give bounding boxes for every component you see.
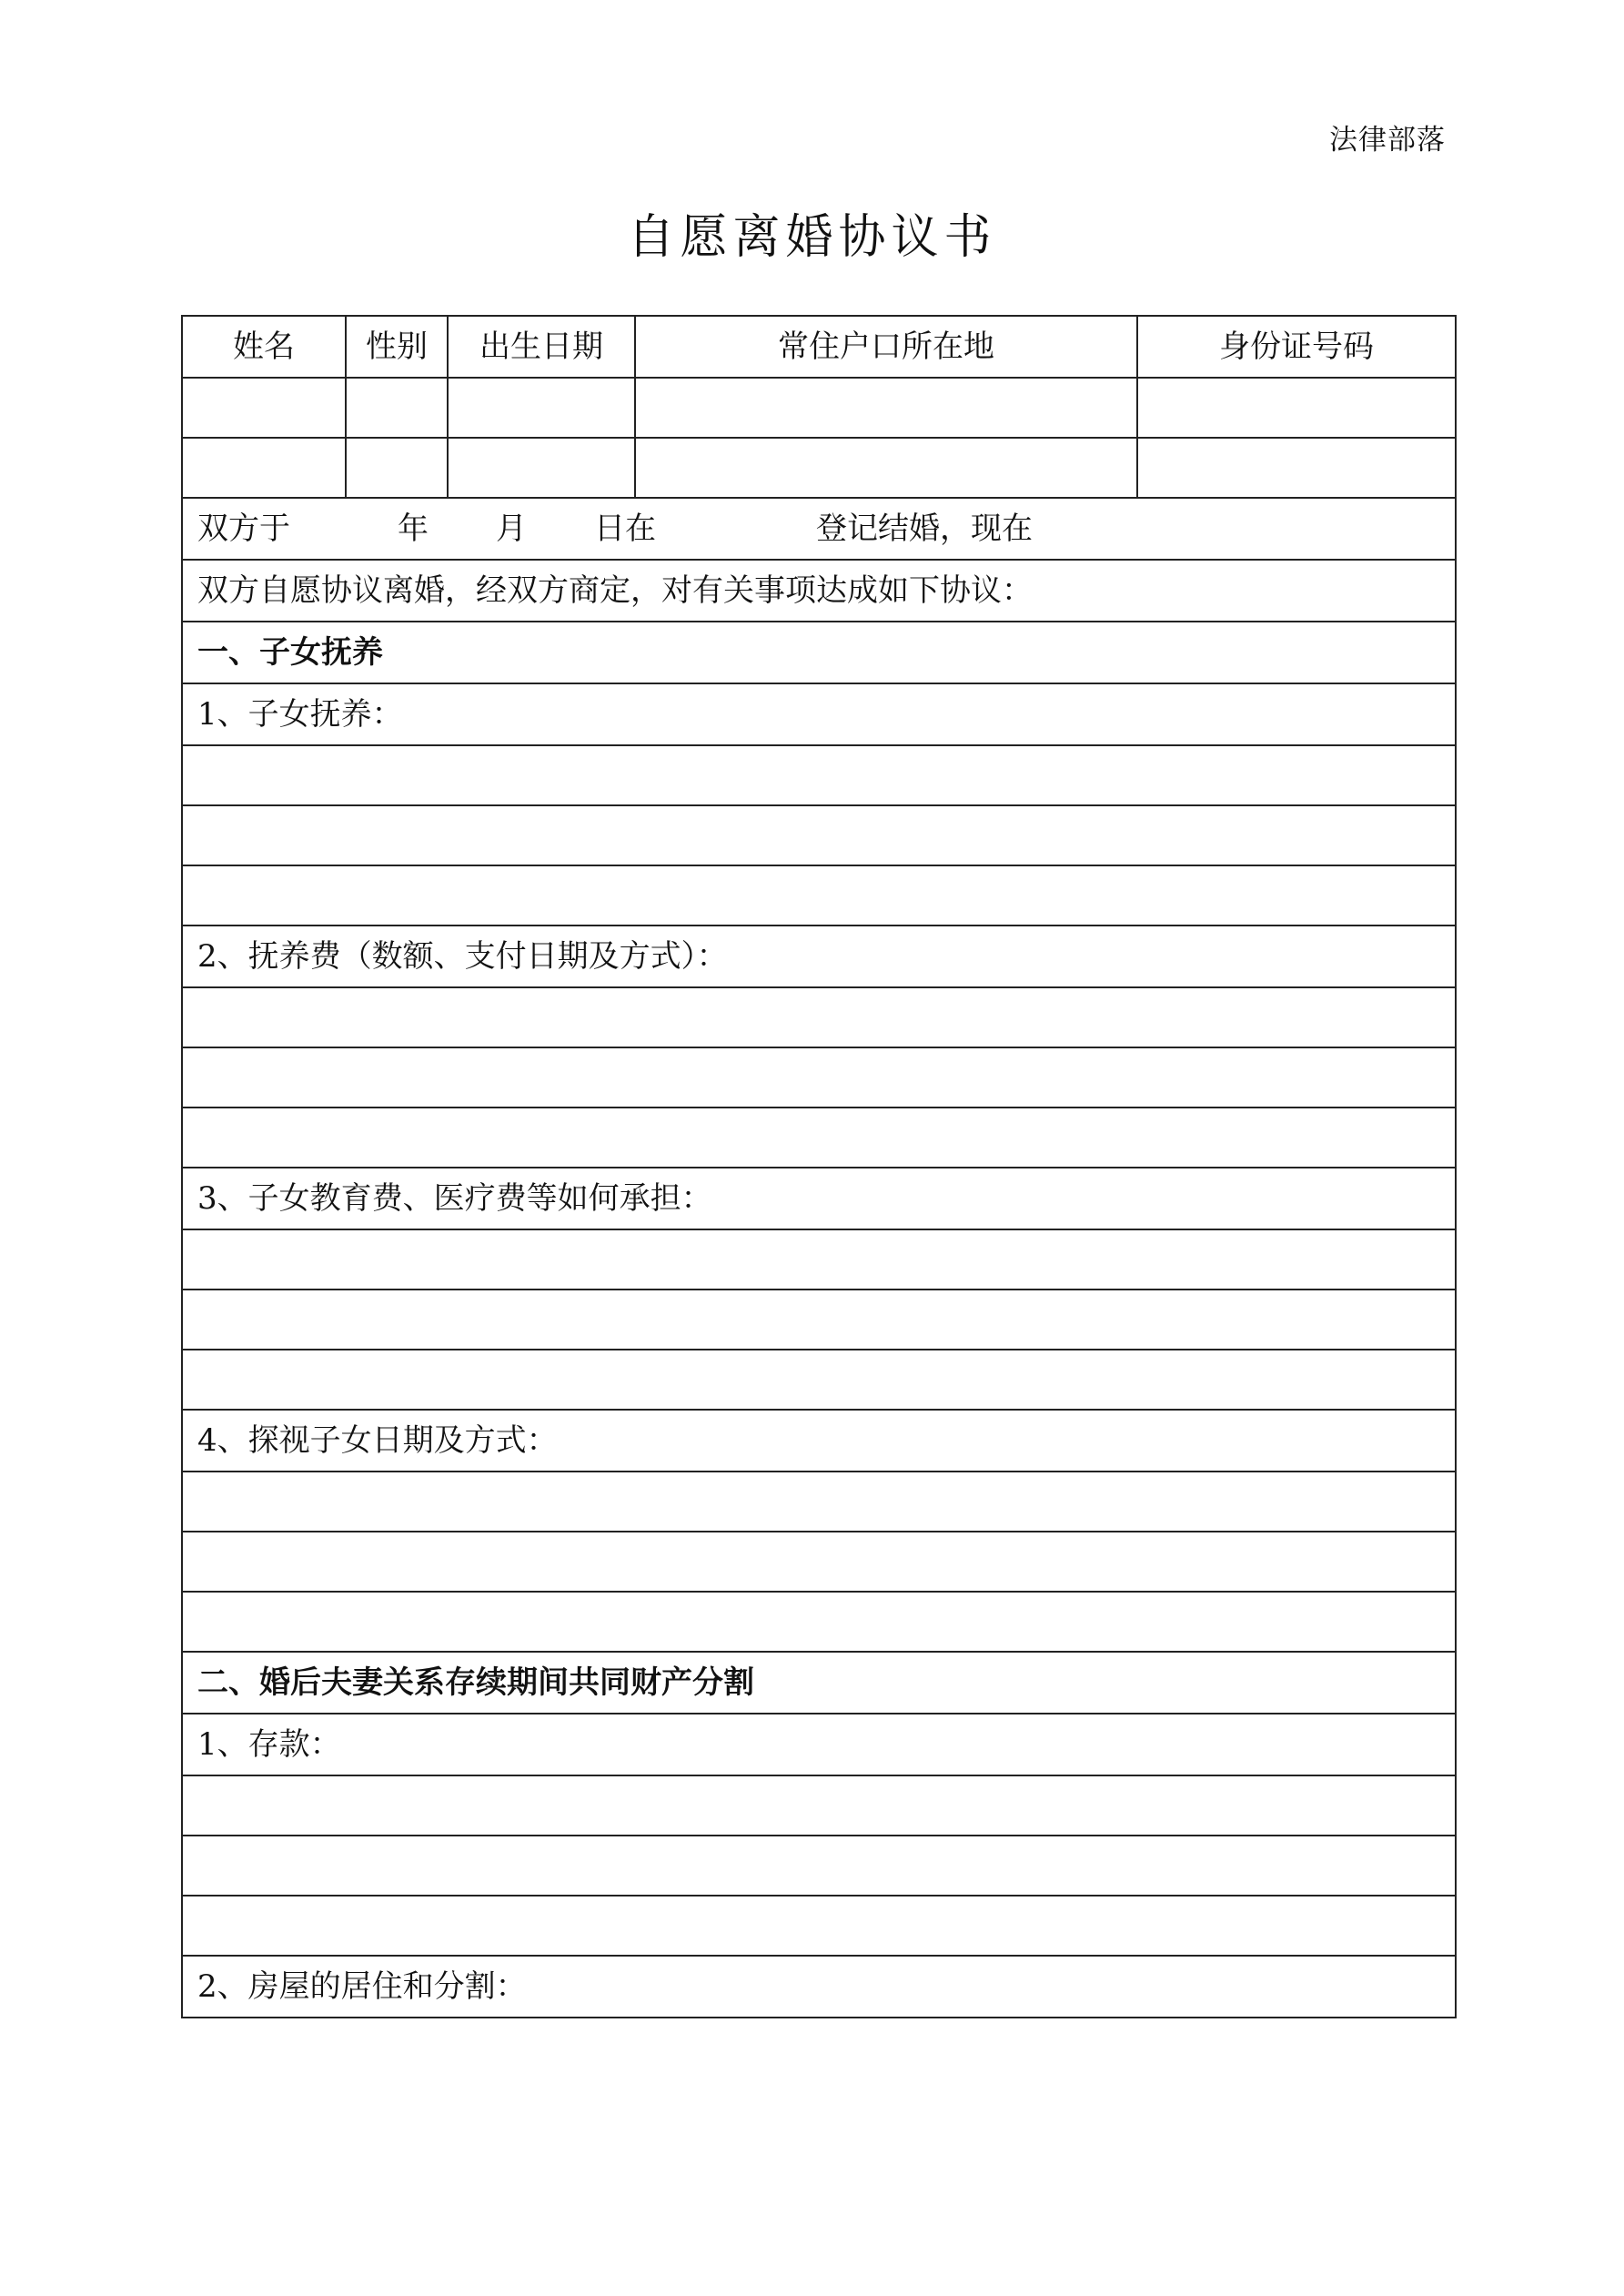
page-source-label: 法律部落 xyxy=(1329,124,1446,157)
s1-item4-blank-line[interactable] xyxy=(182,1592,1456,1652)
marriage-line-day: 日在 xyxy=(594,511,656,547)
agreement-statement: 双方自愿协议离婚，经双方商定，对有关事项达成如下协议： xyxy=(182,560,1456,622)
section2-title-row xyxy=(182,1652,1456,1714)
marriage-line-text-5: 登记结婚，现在 xyxy=(816,511,1033,547)
s1-item2-blank-line[interactable] xyxy=(182,1047,1456,1108)
s2-item1-row xyxy=(182,1714,1456,1775)
party1-birth-date-field[interactable] xyxy=(448,378,635,438)
s2-item2-row xyxy=(182,1956,1456,2018)
party1-id-number-field[interactable] xyxy=(1137,378,1456,438)
marriage-registration-line[interactable] xyxy=(182,498,1456,560)
section1-title-row xyxy=(182,622,1456,683)
s1-item2-blank-line[interactable] xyxy=(182,987,1456,1047)
agreement-form-table xyxy=(181,315,1457,2018)
party2-id-number-field[interactable] xyxy=(1137,438,1456,498)
s1-item4-blank-line[interactable] xyxy=(182,1472,1456,1532)
party-row-2 xyxy=(182,438,1456,498)
party1-household-location-field[interactable] xyxy=(635,378,1137,438)
marriage-line-month: 月 xyxy=(496,511,527,547)
header-household-location: 常住户口所在地 xyxy=(635,316,1137,378)
s1-item1-blank-line[interactable] xyxy=(182,745,1456,805)
s1-item2-blank-line[interactable] xyxy=(182,1108,1456,1168)
s1-item3-blank-line[interactable] xyxy=(182,1229,1456,1290)
s2-item1-blank-line[interactable] xyxy=(182,1836,1456,1896)
s1-item1-blank-line[interactable] xyxy=(182,805,1456,865)
s1-item1-row xyxy=(182,683,1456,745)
s1-item2-label: 2、抚养费（数额、支付日期及方式）： xyxy=(182,925,1456,987)
party1-name-field[interactable] xyxy=(182,378,346,438)
party2-gender-field[interactable] xyxy=(346,438,448,498)
party-row-1 xyxy=(182,378,1456,438)
header-gender: 性别 xyxy=(346,316,448,378)
section2-title: 二、婚后夫妻关系存续期间共同财产分割 xyxy=(182,1652,1456,1714)
marriage-line-year: 年 xyxy=(398,511,429,547)
party1-gender-field[interactable] xyxy=(346,378,448,438)
s1-item3-label: 3、子女教育费、医疗费等如何承担： xyxy=(182,1168,1456,1229)
header-row xyxy=(182,316,1456,378)
s2-item1-blank-line[interactable] xyxy=(182,1775,1456,1836)
party2-birth-date-field[interactable] xyxy=(448,438,635,498)
document-title: 自愿离婚协议书 xyxy=(627,210,997,265)
s1-item2-row xyxy=(182,925,1456,987)
marriage-line-text-1: 双方于 xyxy=(197,511,290,547)
marriage-registration-row xyxy=(182,498,1456,560)
s1-item3-blank-line[interactable] xyxy=(182,1350,1456,1410)
agreement-statement-row xyxy=(182,560,1456,622)
s1-item4-label: 4、探视子女日期及方式： xyxy=(182,1410,1456,1472)
header-id-number: 身份证号码 xyxy=(1137,316,1456,378)
s1-item3-blank-line[interactable] xyxy=(182,1290,1456,1350)
s2-item2-label: 2、房屋的居住和分割： xyxy=(182,1956,1456,2018)
header-name: 姓名 xyxy=(182,316,346,378)
header-birth-date: 出生日期 xyxy=(448,316,635,378)
s2-item1-label: 1、存款： xyxy=(182,1714,1456,1775)
s1-item3-row xyxy=(182,1168,1456,1229)
s2-item1-blank-line[interactable] xyxy=(182,1896,1456,1956)
s1-item4-blank-line[interactable] xyxy=(182,1532,1456,1592)
s1-item1-label: 1、子女抚养： xyxy=(182,683,1456,745)
s1-item4-row xyxy=(182,1410,1456,1472)
s1-item1-blank-line[interactable] xyxy=(182,865,1456,925)
party2-name-field[interactable] xyxy=(182,438,346,498)
section1-title: 一、子女抚养 xyxy=(182,622,1456,683)
party2-household-location-field[interactable] xyxy=(635,438,1137,498)
